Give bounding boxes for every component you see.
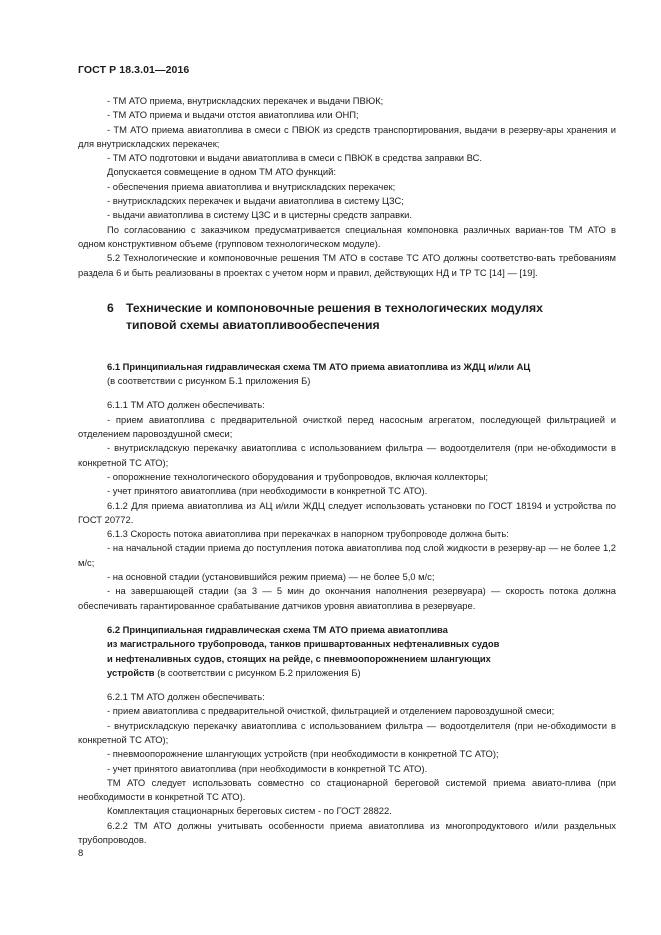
- clause-paragraph: 6.2.1 ТМ АТО должен обеспечивать:: [107, 691, 265, 703]
- subsection-6-2-reference: (в соответствии с рисунком Б.2 приложения Б): [157, 666, 361, 678]
- clause-paragraph: 6.2.2 ТМ АТО должны учитывать особенности приема авиатоплива из многопродуктового и/или раздельных трубопроводов.: [78, 819, 616, 846]
- intro-paragraph: - ТМ АТО приема авиатоплива в смеси с ПВЮК из средств транспортирования, выдачи в резерву-ары хранения и для внутрискладских перекачек;: [78, 123, 616, 149]
- subsection-6-2-heading: [78, 623, 616, 680]
- clause-paragraph: 6.1.3 Скорость потока авиатоплива при перекачках в напорном трубопроводе должна быть:: [107, 528, 509, 540]
- clause-paragraph: - прием авиатоплива с предварительной очисткой, фильтрацией и отделением паровоздушной смеси;: [107, 705, 555, 717]
- subsection-6-1-body: [78, 398, 616, 612]
- section-number: 6: [107, 300, 114, 315]
- subsection-6-2-title-line3: и нефтеналивных судов, стоящих на рейде, с пневмоопорожнением шлангующих: [107, 652, 491, 664]
- clause-paragraph: - опорожнение технологического оборудования и трубопроводов, включая коллекторы;: [107, 470, 489, 482]
- clause-paragraph: - на основной стадии (установившийся режим приема) — не более 5,0 м/с;: [107, 571, 435, 583]
- subsection-6-1-title: 6.1 Принципиальная гидравлическая схема ТМ АТО приема авиатоплива из ЖДЦ и/или АЦ: [107, 360, 531, 372]
- intro-paragraph: - обеспечения приема авиатоплива и внутрискладских перекачек;: [107, 180, 396, 192]
- clause-paragraph: ТМ АТО следует использовать совместно со стационарной береговой системой приема авиато-плива (при необходимости в конкретной ТС АТО).: [78, 776, 616, 803]
- subsection-6-1-reference: (в соответствии с рисунком Б.1 приложения Б): [107, 375, 311, 387]
- subsection-6-2-title-line1: 6.2 Принципиальная гидравлическая схема ТМ АТО приема авиатоплива: [107, 623, 448, 635]
- clause-paragraph: - внутрискладскую перекачку авиатоплива с использованием фильтра — водоотделителя (при не-обходимости в конкретной ТС АТО);: [78, 442, 616, 468]
- section-title-line2: типовой схемы авиатопливообеспечения: [126, 317, 380, 332]
- clause-paragraph: - учет принятого авиатоплива (при необходимости в конкретной ТС АТО).: [107, 762, 428, 774]
- subsection-6-2-title-line4: устройств: [107, 666, 155, 678]
- clause-paragraph: 6.1.2 Для приема авиатоплива из АЦ и/или ЖДЦ следует использовать установки по ГОСТ 18194 и устройства по ГОСТ 20772.: [78, 499, 616, 525]
- clause-paragraph: - на завершающей стадии (за 3 — 5 мин до окончания наполнения резервуара) — скорость потока должна обеспечивать гарантированное срабатывание датчиков уровня авиатоплива в резервуаре.: [78, 585, 616, 611]
- intro-paragraph: По согласованию с заказчиком предусматривается специальная компоновка различных вариан-тов ТМ АТО в одном конструктивном объеме (групповом технологическом модуле).: [78, 223, 616, 249]
- clause-paragraph: - на начальной стадии приема до поступления потока авиатоплива под слой жидкости в резерву-ар — не более 1,2 м/с;: [78, 542, 616, 568]
- intro-paragraph: 5.2 Технологические и компоновочные решения ТМ АТО в составе ТС АТО должны соответство-вать требованиям раздела 6 и быть реализованы в проектах с учетом норм и правил, действующих НД и ТР ТС [14] — [19].: [78, 252, 616, 278]
- subsection-6-1-heading: [78, 360, 616, 389]
- clause-paragraph: - учет принятого авиатоплива (при необходимости в конкретной ТС АТО).: [107, 485, 428, 497]
- clause-paragraph: Комплектация стационарных береговых систем - по ГОСТ 28822.: [107, 805, 392, 817]
- section-title: [78, 300, 616, 334]
- intro-paragraph: Допускается совмещение в одном ТМ АТО функций:: [107, 166, 336, 178]
- document-header: ГОСТ Р 18.3.01—2016: [78, 64, 190, 76]
- intro-paragraph: - выдачи авиатоплива в систему ЦЗС и в цистерны средств заправки.: [107, 209, 413, 221]
- clause-paragraph: - пневмоопорожнение шлангующих устройств (при необходимости в конкретной ТС АТО);: [107, 748, 499, 760]
- intro-paragraph: - ТМ АТО приема, внутрискладских перекачек и выдачи ПВЮК;: [107, 95, 384, 106]
- intro-block: [78, 94, 616, 280]
- subsection-6-2-body: [78, 690, 616, 847]
- clause-paragraph: - внутрискладскую перекачку авиатоплива с использованием фильтра — водоотделителя (при не-обходимости в конкретной ТС АТО);: [78, 719, 616, 745]
- section-title-line1: Технические и компоновочные решения в технологических модулях: [126, 300, 543, 315]
- intro-paragraph: - внутрискладских перекачек и выдачи авиатоплива в систему ЦЗС;: [107, 195, 404, 207]
- clause-paragraph: 6.1.1 ТМ АТО должен обеспечивать:: [107, 399, 265, 411]
- page-content: [78, 94, 616, 847]
- subsection-6-2-title-line2: из магистрального трубопровода, танков пришвартованных нефтеналивных судов: [107, 638, 500, 650]
- page-number: 8: [78, 848, 84, 859]
- intro-paragraph: - ТМ АТО подготовки и выдачи авиатоплива в смеси с ПВЮК в средства заправки ВС.: [107, 152, 482, 164]
- clause-paragraph: - прием авиатоплива с предварительной очисткой перед насосным агрегатом, последующей фильтрацией и отделением паровоздушной смеси;: [78, 413, 616, 440]
- intro-paragraph: - ТМ АТО приема и выдачи отстоя авиатоплива или ОНП;: [107, 109, 359, 121]
